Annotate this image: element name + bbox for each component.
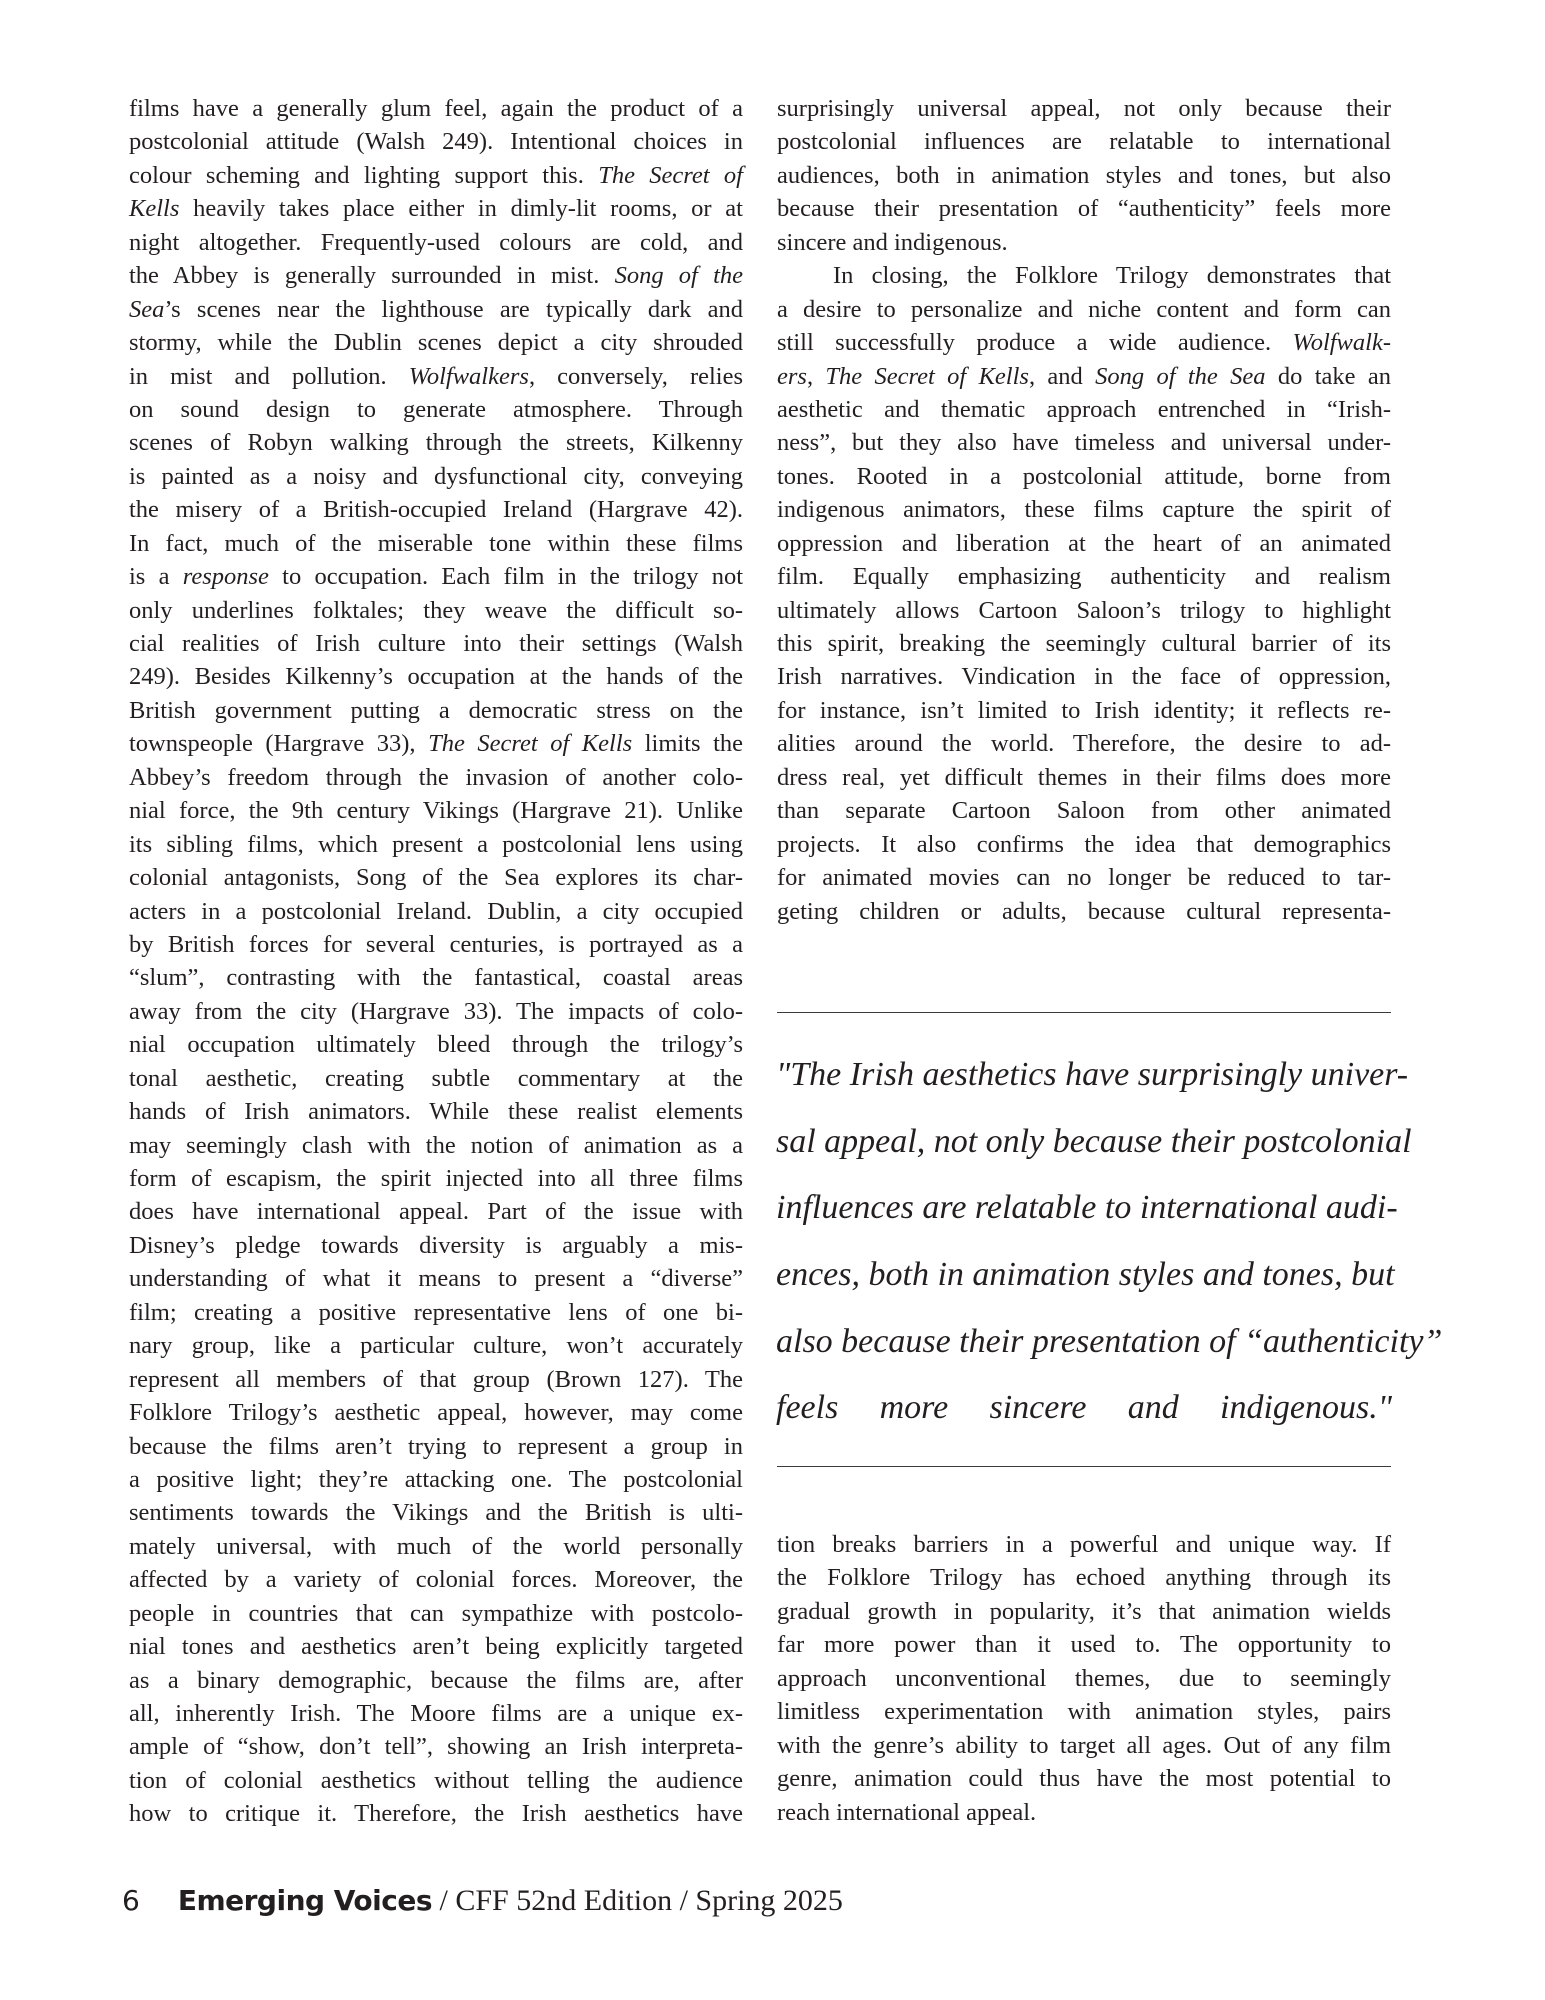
text-run: understanding of what it means to present a “diverse” <box>129 1265 743 1293</box>
text-line <box>129 761 743 794</box>
text-run: limitless experimentation with animation styles, pairs <box>777 1698 1391 1726</box>
text-line <box>129 360 743 393</box>
page-number: 6 <box>122 1884 140 1917</box>
text-line <box>129 895 743 928</box>
text-line <box>777 226 1391 259</box>
text-run: ample of “show, don’t tell”, showing an Irish interpreta- <box>129 1733 743 1761</box>
text-run: , and <box>1028 362 1096 390</box>
text-line <box>777 527 1391 560</box>
text-line <box>777 895 1391 928</box>
text-run: form of escapism, the spirit injected into all three films <box>129 1165 743 1192</box>
text-line <box>129 928 743 961</box>
text-line <box>129 1095 743 1128</box>
text-line <box>777 727 1391 760</box>
text-line <box>129 1195 743 1228</box>
text-line <box>777 493 1391 526</box>
text-line <box>777 861 1391 894</box>
text-run: sincere and indigenous. <box>777 228 1008 256</box>
text-line <box>777 1595 1391 1628</box>
text-run: is painted as a noisy and dysfunctional city, conveying <box>129 462 743 490</box>
text-run: geting children or adults, because cultural representa- <box>777 897 1391 925</box>
text-line <box>777 393 1391 426</box>
text-line <box>129 1664 743 1697</box>
text-line <box>777 1528 1391 1561</box>
text-line <box>777 259 1391 292</box>
text-line <box>129 1329 743 1362</box>
text-run: acters in a postcolonial Ireland. Dublin, a city occupied <box>129 897 743 925</box>
text-line <box>777 1729 1391 1762</box>
text-run: its sibling films, which present a postcolonial lens using <box>129 830 743 858</box>
text-run: films have a generally glum feel, again the product of a <box>129 95 743 122</box>
text-line <box>776 1375 1392 1442</box>
text-line <box>129 326 743 359</box>
text-line <box>777 293 1391 326</box>
text-run: gradual growth in popularity, it’s that animation wields <box>777 1597 1391 1625</box>
text-line <box>129 1229 743 1262</box>
text-run: indigenous animators, these films capture the spirit of <box>777 496 1391 524</box>
text-run: "The Irish aesthetics have surprisingly univer- <box>776 1056 1409 1093</box>
text-line <box>776 1175 1398 1242</box>
text-line <box>129 1563 743 1596</box>
text-line <box>129 1630 743 1663</box>
text-run: than separate Cartoon Saloon from other animated <box>777 797 1391 825</box>
text-run: the misery of a British-occupied Ireland (Hargrave 42). <box>129 496 743 524</box>
text-run: postcolonial influences are relatable to international <box>777 128 1391 156</box>
text-run: hands of Irish animators. While these realist elements <box>129 1098 743 1126</box>
text-line <box>129 594 743 627</box>
text-run: approach unconventional themes, due to seemingly <box>777 1664 1391 1692</box>
text-run: people in countries that can sympathize with postcolo- <box>129 1599 743 1627</box>
text-run: for animated movies can no longer be reduced to tar- <box>777 864 1391 892</box>
text-run: townspeople (Hargrave 33), <box>129 730 429 758</box>
text-run: tones. Rooted in a postcolonial attitude, borne from <box>777 462 1391 490</box>
text-run: represent all members of that group (Brown 127). The <box>129 1365 743 1393</box>
text-run: Abbey’s freedom through the invasion of another colo- <box>129 763 743 791</box>
text-run: British government putting a democratic stress on the <box>129 696 743 724</box>
italic-title: Kells <box>129 195 180 223</box>
text-run: a desire to personalize and niche content and form can <box>777 295 1391 323</box>
text-run: stormy, while the Dublin scenes depict a city shrouded <box>129 329 743 357</box>
text-run: reach international appeal. <box>777 1798 1037 1826</box>
text-line <box>129 1764 743 1797</box>
magazine-title: Emerging Voices <box>177 1884 433 1917</box>
text-run: also because their presentation of “authenticity” <box>776 1322 1443 1360</box>
text-run: “slum”, contrasting with the fantastical, coastal areas <box>129 964 743 992</box>
text-run: limits the <box>632 730 744 758</box>
text-run: projects. It also confirms the idea that demographics <box>777 830 1391 858</box>
text-line <box>129 995 743 1028</box>
text-run: with the genre’s ability to target all ages. Out of any film <box>777 1731 1391 1759</box>
italic-title: Wolfwalkers <box>408 362 529 390</box>
text-run: on sound design to generate atmosphere. Through <box>129 395 743 423</box>
text-run: influences are relatable to international audi- <box>776 1189 1398 1227</box>
italic-title: Sea <box>129 295 165 323</box>
text-line <box>777 426 1391 459</box>
text-line <box>129 1730 743 1763</box>
text-line <box>129 660 743 693</box>
text-run: , conversely, relies <box>528 362 743 390</box>
text-run: Disney’s pledge towards diversity is arguably a mis- <box>129 1231 743 1259</box>
pull-quote-bottom-rule <box>777 1466 1391 1467</box>
italic-title: The Secret of <box>598 161 743 189</box>
text-run: colonial antagonists, Song of the Sea explores its char- <box>129 864 743 892</box>
text-run: colour scheming and lighting support this. <box>129 161 599 189</box>
text-line <box>776 1042 1409 1109</box>
text-run: this spirit, breaking the seemingly cultural barrier of its <box>777 630 1391 657</box>
text-run: In closing, the Folklore Trilogy demonstrates that <box>833 262 1391 290</box>
text-line <box>129 794 743 827</box>
text-line <box>777 125 1391 158</box>
text-line <box>777 360 1391 393</box>
text-run: aesthetic and thematic approach entrenched in “Irish- <box>777 395 1391 423</box>
text-run: because their presentation of “authenticity” feels more <box>777 195 1391 223</box>
text-run: in mist and pollution. <box>129 362 409 390</box>
text-run: film; creating a positive representative lens of one bi- <box>129 1298 743 1326</box>
text-line <box>776 1109 1412 1176</box>
text-run: film. Equally emphasizing authenticity and realism <box>777 563 1391 591</box>
text-run: the Abbey is generally surrounded in mist. <box>129 262 615 290</box>
body-text-right-column-top <box>777 92 1391 928</box>
text-line <box>129 1262 743 1295</box>
text-run: nial tones and aesthetics aren’t being explicitly targeted <box>129 1633 743 1661</box>
text-line <box>129 1129 743 1162</box>
text-run: mately universal, with much of the world personally <box>129 1532 743 1560</box>
pull-quote <box>776 1042 1443 1442</box>
body-text-right-column-bottom <box>777 1528 1391 1829</box>
text-run: do take an <box>1265 362 1391 390</box>
text-line <box>777 192 1391 225</box>
text-line <box>777 1561 1391 1594</box>
text-line <box>777 594 1391 627</box>
text-line <box>129 828 743 861</box>
text-line <box>129 226 743 259</box>
italic-title: The Secret of Kells <box>825 362 1029 390</box>
text-line <box>129 961 743 994</box>
text-run: genre, animation could thus have the most potential to <box>777 1765 1391 1793</box>
text-run: a positive light; they’re attacking one. The postcolonial <box>129 1465 743 1493</box>
italic-title: Song of the <box>614 262 743 290</box>
text-run: Irish narratives. Vindication in the face of oppression, <box>777 663 1391 691</box>
text-line <box>129 727 743 760</box>
text-run: feels more sincere and indigenous." <box>776 1389 1392 1427</box>
text-line <box>129 92 743 125</box>
text-run: may seemingly clash with the notion of animation as a <box>129 1131 743 1159</box>
text-run: as a binary demographic, because the films are, after <box>129 1666 743 1694</box>
text-run: by British forces for several centuries, is portrayed as a <box>129 930 743 958</box>
text-run: audiences, both in animation styles and tones, but also <box>777 161 1391 189</box>
text-run: all, inherently Irish. The Moore films are a unique ex- <box>129 1700 743 1727</box>
text-line <box>777 627 1391 660</box>
text-line <box>129 1530 743 1563</box>
text-line <box>777 694 1391 727</box>
text-line <box>129 1363 743 1396</box>
text-line <box>129 861 743 894</box>
text-line <box>777 761 1391 794</box>
text-run: , <box>806 362 826 390</box>
text-run: tion breaks barriers in a powerful and unique way. If <box>777 1531 1391 1558</box>
text-line <box>129 125 743 158</box>
text-line <box>776 1309 1443 1376</box>
text-line <box>129 1396 743 1429</box>
text-line <box>129 460 743 493</box>
text-run: nial force, the 9th century Vikings (Hargrave 21). Unlike <box>129 797 743 825</box>
text-run: ’s scenes near the lighthouse are typically dark and <box>164 295 743 323</box>
text-run: ences, both in animation styles and tones, but <box>776 1256 1395 1294</box>
text-line <box>777 326 1391 359</box>
text-run: only underlines folktales; they weave the difficult so- <box>129 596 743 624</box>
text-line <box>777 1662 1391 1695</box>
text-run: for instance, isn’t limited to Irish identity; it reflects re- <box>777 696 1391 724</box>
text-line <box>129 1296 743 1329</box>
text-run: how to critique it. Therefore, the Irish aesthetics have <box>129 1800 743 1828</box>
text-run: nial occupation ultimately bleed through the trilogy’s <box>129 1031 743 1059</box>
text-line <box>129 694 743 727</box>
italic-title: response <box>182 563 269 591</box>
text-line <box>777 1796 1391 1829</box>
text-line <box>777 460 1391 493</box>
italic-title: The Secret of Kells <box>428 730 633 758</box>
italic-title: Wolfwalk- <box>1292 329 1391 357</box>
text-run: alities around the world. Therefore, the desire to ad- <box>777 730 1391 758</box>
text-line <box>129 293 743 326</box>
text-run: cial realities of Irish culture into their settings (Walsh <box>129 630 743 657</box>
text-line <box>777 1695 1391 1728</box>
text-run: night altogether. Frequently-used colours are cold, and <box>129 228 743 256</box>
text-line <box>129 426 743 459</box>
text-line <box>129 527 743 560</box>
text-line <box>776 1242 1395 1309</box>
text-line <box>129 259 743 292</box>
text-run: affected by a variety of colonial forces. Moreover, the <box>129 1566 743 1594</box>
italic-title: ers <box>777 362 807 390</box>
text-run: because the films aren’t trying to represent a group in <box>129 1432 743 1460</box>
text-run: is a <box>129 563 183 591</box>
text-line <box>129 192 743 225</box>
text-line <box>777 1628 1391 1661</box>
italic-title: Song of the Sea <box>1095 362 1266 390</box>
text-run: postcolonial attitude (Walsh 249). Intentional choices in <box>129 128 743 156</box>
text-line <box>129 159 743 192</box>
text-line <box>129 493 743 526</box>
text-run: still successfully produce a wide audience. <box>777 329 1293 357</box>
page-footer <box>122 1884 843 1918</box>
text-line <box>129 1463 743 1496</box>
text-run: tion of colonial aesthetics without telling the audience <box>129 1766 743 1794</box>
text-line <box>129 1162 743 1195</box>
text-line <box>777 159 1391 192</box>
text-run: surprisingly universal appeal, not only because their <box>777 95 1391 122</box>
text-run: ultimately allows Cartoon Saloon’s trilogy to highlight <box>777 596 1391 624</box>
text-line <box>129 1697 743 1730</box>
text-run: away from the city (Hargrave 33). The impacts of colo- <box>129 997 743 1025</box>
text-run: does have international appeal. Part of the issue with <box>129 1198 743 1226</box>
text-line <box>777 92 1391 125</box>
text-run: sentiments towards the Vikings and the British is ulti- <box>129 1499 743 1527</box>
text-run: to occupation. Each film in the trilogy not <box>268 563 743 591</box>
text-run: 249). Besides Kilkenny’s occupation at the hands of the <box>129 663 743 691</box>
text-line <box>129 393 743 426</box>
text-line <box>129 560 743 593</box>
text-line <box>777 660 1391 693</box>
text-line <box>129 1597 743 1630</box>
text-line <box>129 1797 743 1830</box>
text-line <box>129 627 743 660</box>
body-text-left-column <box>129 92 743 1831</box>
text-line <box>777 794 1391 827</box>
text-line <box>777 560 1391 593</box>
text-run: scenes of Robyn walking through the streets, Kilkenny <box>129 429 743 457</box>
text-run: heavily takes place either in dimly-lit rooms, or at <box>179 195 743 223</box>
text-run: far more power than it used to. The opportunity to <box>777 1631 1391 1659</box>
text-line <box>129 1062 743 1095</box>
text-run: sal appeal, not only because their postcolonial <box>776 1122 1412 1160</box>
edition-info: / CFF 52nd Edition / Spring 2025 <box>432 1884 843 1917</box>
text-run: dress real, yet difficult themes in their films does more <box>777 763 1391 791</box>
text-line <box>129 1430 743 1463</box>
text-line <box>777 828 1391 861</box>
text-run: oppression and liberation at the heart of an animated <box>777 529 1391 557</box>
text-run: In fact, much of the miserable tone within these films <box>129 529 743 557</box>
text-line <box>777 1762 1391 1795</box>
text-run: tonal aesthetic, creating subtle commentary at the <box>129 1064 743 1092</box>
text-run: nary group, like a particular culture, won’t accurately <box>129 1332 743 1360</box>
pull-quote-top-rule <box>777 1012 1391 1013</box>
text-line <box>129 1496 743 1529</box>
text-line <box>129 1028 743 1061</box>
text-run: ness”, but they also have timeless and universal under- <box>777 429 1391 457</box>
text-run: the Folklore Trilogy has echoed anything through its <box>777 1564 1391 1592</box>
text-run: Folklore Trilogy’s aesthetic appeal, however, may come <box>129 1399 743 1427</box>
